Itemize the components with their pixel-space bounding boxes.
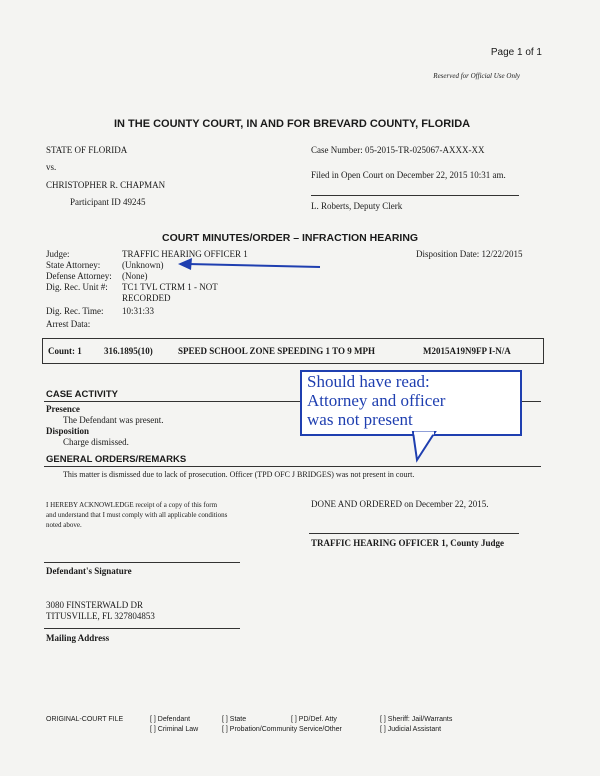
arrest-data-label: Arrest Data:: [46, 319, 91, 329]
count-citation: M2015A19N9FP I-N/A: [423, 346, 511, 356]
dig-rec-time-value: 10:31:33: [122, 306, 155, 316]
footer-state: [ ] State: [222, 716, 247, 723]
dig-rec-unit-value: TC1 TVL CTRM 1 - NOT: [122, 282, 218, 292]
presence-text: The Defendant was present.: [63, 415, 164, 425]
dig-rec-unit-value-2: RECORDED: [122, 293, 171, 303]
annotation-line-3: was not present: [307, 410, 413, 429]
disposition-text: Charge dismissed.: [63, 437, 129, 447]
annotation-arrow-icon: [176, 255, 322, 275]
case-activity-title: CASE ACTIVITY: [46, 389, 118, 400]
filed-date: Filed in Open Court on December 22, 2015 10:31 am.: [311, 170, 506, 180]
count-description: SPEED SCHOOL ZONE SPEEDING 1 TO 9 MPH: [178, 346, 375, 356]
footer-original-file: ORIGINAL-COURT FILE: [46, 716, 124, 723]
defendant-signature-line: [44, 562, 240, 563]
judge-signer: TRAFFIC HEARING OFFICER 1, County Judge: [311, 538, 505, 548]
disposition-date: Disposition Date: 12/22/2015: [416, 249, 523, 259]
footer-judicial-assistant: [ ] Judicial Assistant: [380, 726, 442, 733]
clerk-signature-line: [311, 195, 519, 196]
dig-rec-time-label: Dig. Rec. Time:: [46, 306, 104, 316]
acknowledge-line-1: I HEREBY ACKNOWLEDGE receipt of a copy of this form: [46, 501, 218, 509]
footer-defendant: [ ] Defendant: [150, 716, 191, 723]
presence-label: Presence: [46, 404, 80, 414]
address-line-1: 3080 FINSTERWALD DR: [46, 600, 144, 610]
state-attorney-label: State Attorney:: [46, 260, 101, 270]
count-statute: 316.1895(10): [104, 346, 153, 356]
footer-criminal-law: [ ] Criminal Law: [150, 726, 199, 733]
participant-id: Participant ID 49245: [70, 197, 146, 207]
footer-probation: [ ] Probation/Community Service/Other: [222, 726, 342, 733]
judge-signature-line: [309, 533, 519, 534]
disposition-label: Disposition: [46, 426, 90, 436]
reserved-note: Reserved for Official Use Only: [433, 72, 520, 80]
defendant-name: CHRISTOPHER R. CHAPMAN: [46, 180, 166, 190]
defense-attorney-value: (None): [122, 271, 148, 281]
annotation-callout: [300, 370, 522, 436]
minutes-title: COURT MINUTES/ORDER – INFRACTION HEARING: [162, 232, 419, 244]
acknowledge-line-2: and understand that I must comply with all applicable conditions: [46, 511, 228, 519]
dig-rec-unit-label: Dig. Rec. Unit #:: [46, 282, 108, 292]
footer-pd-def-atty: [ ] PD/Def. Atty: [291, 716, 337, 723]
deputy-clerk: L. Roberts, Deputy Clerk: [311, 201, 403, 211]
defendant-signature-label: Defendant's Signature: [46, 566, 132, 576]
annotation-line-1: Should have read:: [307, 372, 430, 391]
judge-label: Judge:: [46, 249, 70, 259]
count-label: Count: 1: [48, 346, 82, 356]
annotation-line-2: Attorney and officer: [307, 391, 446, 410]
callout-pointer-icon: [405, 430, 445, 464]
mailing-address-line: [44, 628, 240, 629]
case-number: Case Number: 05-2015-TR-025067-AXXX-XX: [311, 145, 485, 155]
page-number: Page 1 of 1: [490, 47, 542, 58]
state-party: STATE OF FLORIDA: [46, 145, 128, 155]
general-orders-rule: [44, 466, 541, 467]
state-attorney-value: (Unknown): [122, 260, 164, 270]
defense-attorney-label: Defense Attorney:: [46, 271, 112, 281]
done-and-ordered: DONE AND ORDERED on December 22, 2015.: [311, 499, 489, 509]
footer-sheriff: [ ] Sheriff: Jail/Warrants: [380, 716, 453, 723]
general-orders-text: This matter is dismissed due to lack of prosecution. Officer (TPD OFC J BRIDGES) was not present in court.: [63, 470, 415, 479]
judge-value: TRAFFIC HEARING OFFICER 1: [122, 249, 248, 259]
general-orders-title: GENERAL ORDERS/REMARKS: [46, 454, 187, 465]
mailing-address-label: Mailing Address: [46, 633, 110, 643]
court-title: IN THE COUNTY COURT, IN AND FOR BREVARD COUNTY, FLORIDA: [114, 118, 471, 130]
acknowledge-line-3: noted above.: [46, 521, 82, 529]
versus: vs.: [46, 162, 57, 172]
address-line-2: TITUSVILLE, FL 327804853: [46, 611, 155, 621]
